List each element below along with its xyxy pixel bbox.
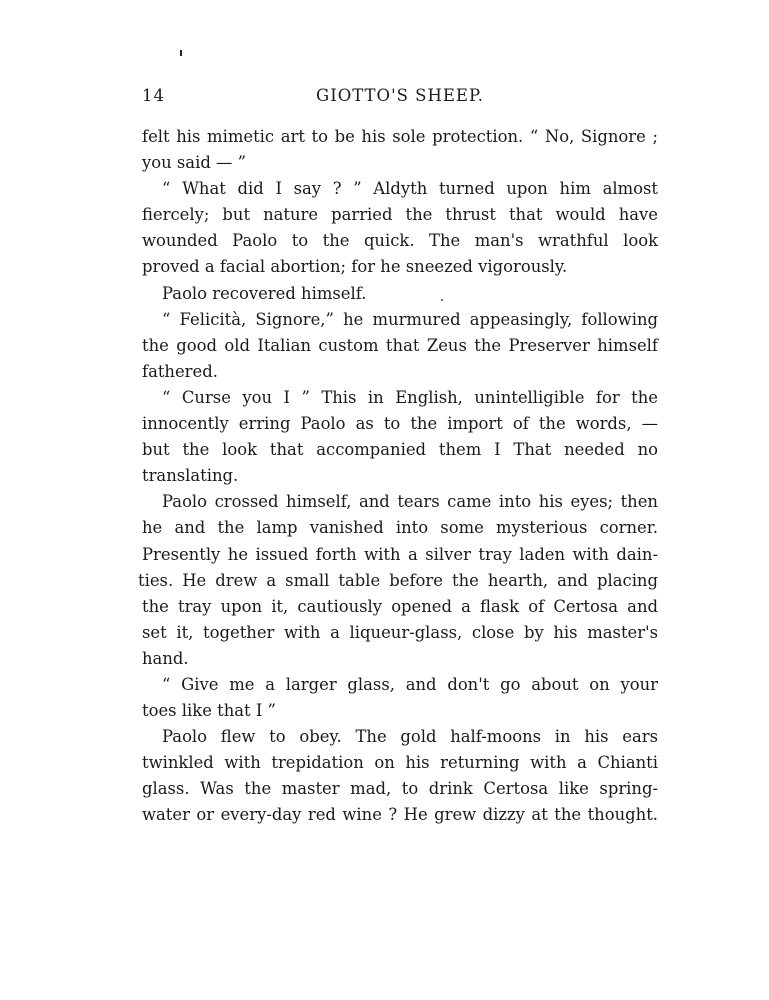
text-line: the good old Italian custom that Zeus the Preserver himself [142,335,658,355]
text-line: ties. He drew a small table before the hearth, and placing [138,570,658,590]
text-line: twinkled with trepidation on his returning with a Chianti [142,753,658,773]
text-line: proved a facial abortion; for he sneezed vigorously. [142,257,568,277]
text-line: you said — ” [142,153,247,173]
text-line: Paolo crossed himself, and tears came into his eyes; then [162,492,658,512]
text-line: set it, together with a liqueur-glass, close by his master's [142,622,658,642]
text-line: innocently erring Paolo as to the import of the words, — [142,414,658,434]
ink-speck [180,50,182,56]
text-line: he and the lamp vanished into some mysterious corner. [142,518,658,538]
text-line: Paolo recovered himself. [162,283,367,303]
body-text [138,124,658,829]
text-line: the tray upon it, cautiously opened a flask of Certosa and [142,596,658,616]
text-line: fiercely; but nature parried the thrust that would have [142,205,658,225]
text-line: “ Curse you I ” This in English, unintelligible for the [162,387,658,407]
text-line: glass. Was the master mad, to drink Certosa like spring- [142,779,658,799]
page-header [142,86,658,110]
text-line: Paolo flew to obey. The gold half-moons in his ears [162,727,658,747]
running-title: GIOTTO'S SHEEP. [316,86,484,105]
text-line: fathered. [142,361,218,381]
text-line: “ Felicità, Signore,” he murmured appeasingly, following [162,309,658,329]
text-line: felt his mimetic art to be his sole protection. “ No, Signore ; [142,127,658,146]
text-line: water or every-day red wine ? He grew dizzy at the thought. [142,805,658,825]
text-line: Presently he issued forth with a silver tray laden with dain- [142,544,658,564]
text-line: “ Give me a larger glass, and don't go about on your [162,674,658,694]
text-line: but the look that accompanied them I That needed no [142,440,658,460]
text-line: translating. [142,466,239,486]
text-line: toes like that I ” [142,701,276,721]
text-line: hand. [142,648,189,668]
text-line: wounded Paolo to the quick. The man's wrathful look [142,231,658,251]
text-line: “ What did I say ? ” Aldyth turned upon him almost [162,179,658,199]
page-number: 14 [142,86,165,105]
